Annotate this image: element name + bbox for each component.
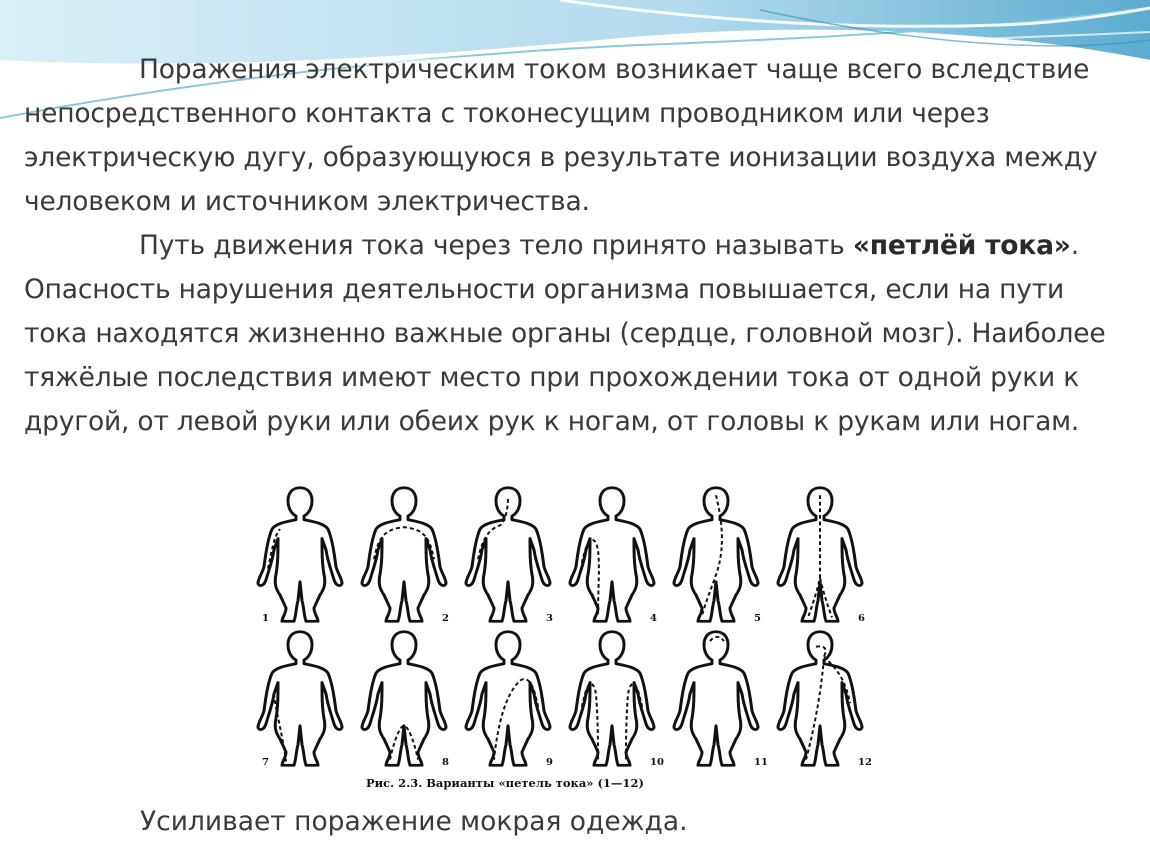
figure-number: 11 bbox=[754, 757, 768, 769]
body-figure-11 bbox=[674, 632, 768, 768]
body-figure-9 bbox=[466, 632, 553, 768]
body-outline bbox=[258, 632, 342, 765]
figure-number: 6 bbox=[858, 613, 865, 625]
main-text bbox=[24, 48, 1134, 444]
body-figure-8 bbox=[362, 632, 449, 768]
body-figure-12 bbox=[778, 632, 872, 768]
paragraph-2-rest: . Опасность нарушения деятельности организма повышается, если на пути тока находятся жизненно важные органы (сердце, головной мозг). Наиболее тяжёлые последствия имеют место при прохождении тока от одной руки к другой, от левой руки или обеих рук к ногам, от головы к рукам или ногам. bbox=[24, 230, 1106, 437]
body-outline bbox=[570, 488, 654, 621]
body-outline bbox=[674, 488, 758, 621]
figure-number: 12 bbox=[858, 757, 872, 769]
paragraph-2 bbox=[24, 224, 1134, 444]
figure-number: 7 bbox=[262, 757, 269, 769]
body-figure-6 bbox=[778, 488, 865, 624]
body-figure-3 bbox=[466, 488, 553, 624]
body-figures bbox=[248, 480, 888, 798]
figure-number: 5 bbox=[754, 613, 761, 625]
figure-number: 10 bbox=[650, 757, 664, 769]
body-outline bbox=[466, 632, 550, 765]
loop-term: «петлёй тока» bbox=[852, 230, 1071, 261]
bottom-note: Усиливает поражение мокрая одежда. bbox=[140, 806, 688, 837]
figure-number: 1 bbox=[262, 613, 269, 625]
figure-number: 4 bbox=[650, 613, 657, 625]
figure-number: 9 bbox=[546, 757, 553, 769]
figure-number: 8 bbox=[442, 757, 449, 769]
figure-number: 2 bbox=[442, 613, 449, 625]
paragraph-1-text: Поражения электрическим током возникает чаще всего вследствие непосредственного контакта с токонесущим проводником или через электрическую дугу, образующуюся в результате ионизации воздуха между человеком и источником электричества. bbox=[24, 54, 1098, 217]
body-outline bbox=[570, 632, 654, 765]
paragraph-1 bbox=[24, 48, 1134, 224]
current-loop-path bbox=[710, 637, 724, 641]
body-figure-5 bbox=[674, 488, 761, 624]
figure-number: 3 bbox=[546, 613, 553, 625]
body-figure-7 bbox=[258, 632, 342, 768]
current-loop-figure bbox=[248, 480, 888, 798]
figure-caption: Рис. 2.3. Варианты «петель тока» (1—12) bbox=[366, 776, 644, 790]
body-outline bbox=[674, 632, 758, 765]
paragraph-2-start: Путь движения тока через тело принято называть bbox=[139, 230, 853, 261]
body-figure-1 bbox=[258, 488, 342, 624]
body-outline bbox=[362, 632, 446, 765]
body-figure-10 bbox=[570, 632, 664, 768]
body-outline bbox=[362, 488, 446, 621]
body-figure-4 bbox=[570, 488, 657, 624]
body-figure-2 bbox=[362, 488, 449, 624]
